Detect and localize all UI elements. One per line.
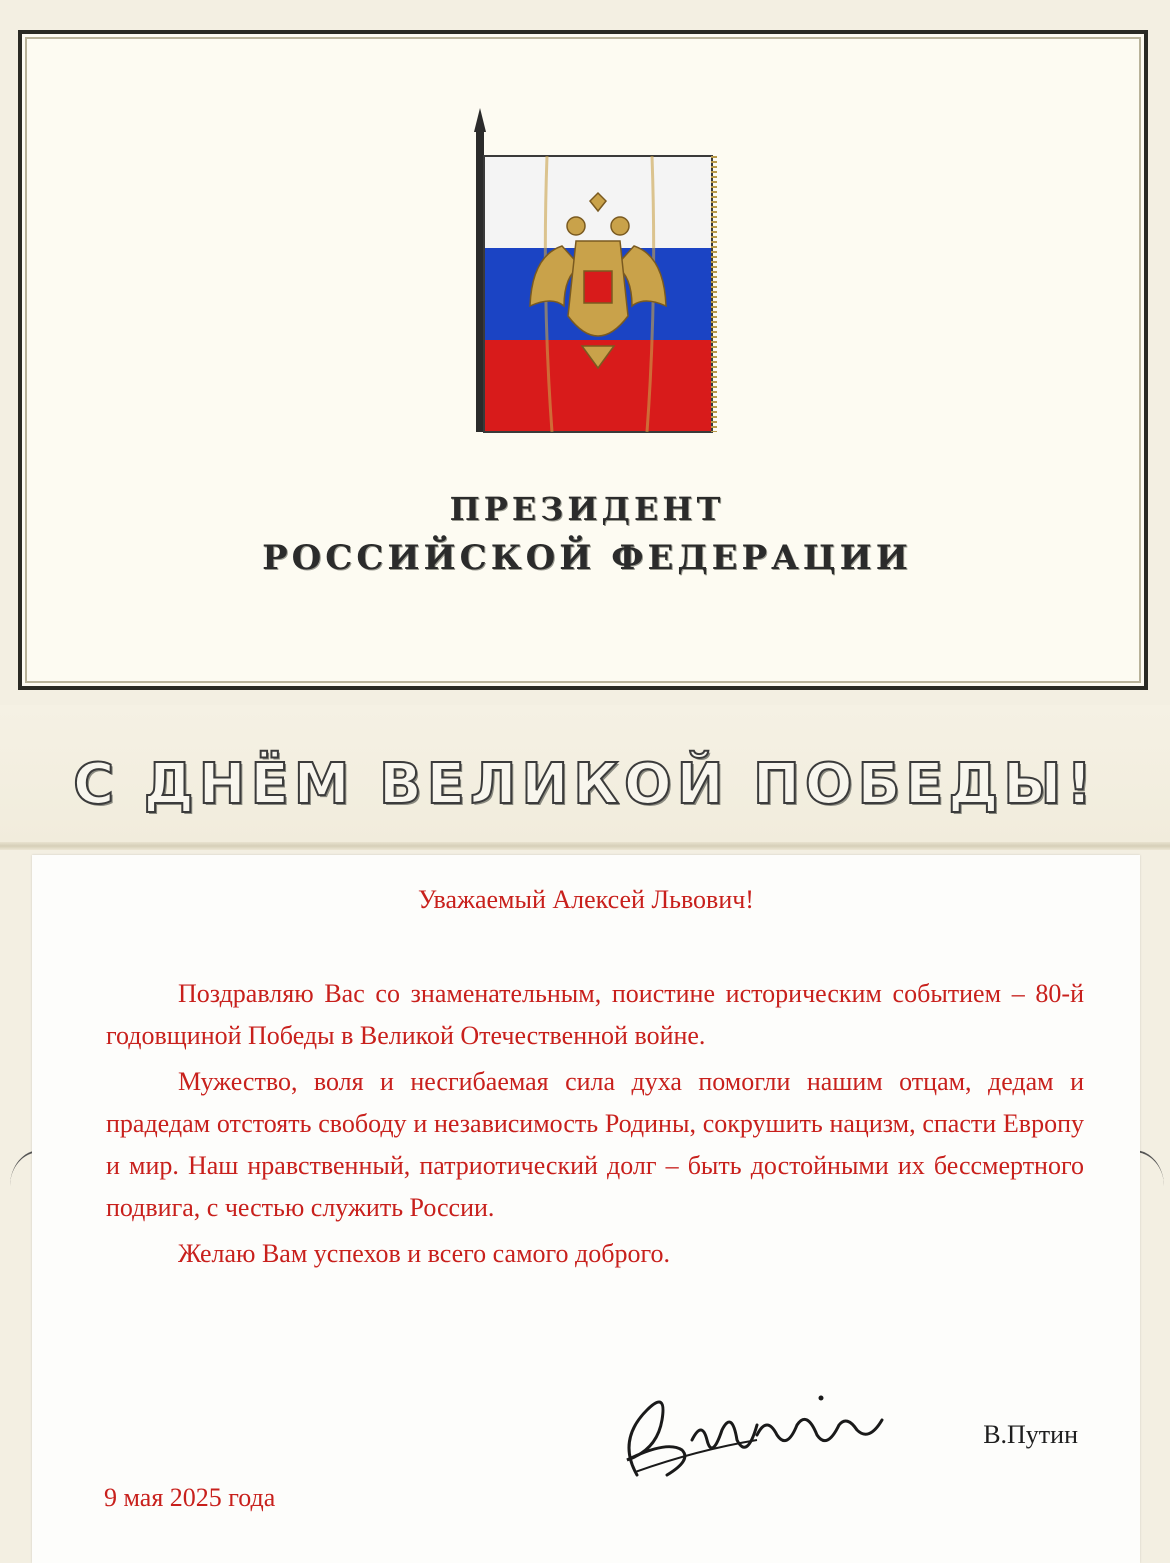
letter-body xyxy=(106,973,1084,1279)
paragraph-1: Поздравляю Вас со знаменательным, поистине историческим событием – 80-й годовщиной Победы в Великой Отечественной войне. xyxy=(106,979,1084,1050)
fold-divider xyxy=(0,842,1170,850)
presidential-standard-icon xyxy=(452,106,722,436)
salutation: Уважаемый Алексей Львович! xyxy=(418,885,754,914)
letter-date: 9 мая 2025 года xyxy=(104,1483,276,1512)
greeting-title: С ДНЁМ ВЕЛИКОЙ ПОБЕДЫ! xyxy=(73,752,1097,817)
handwritten-signature-icon xyxy=(607,1380,907,1490)
header-title-line2: РОССИЙСКОЙ ФЕДЕРАЦИИ xyxy=(262,538,912,578)
header-title-line1: ПРЕЗИДЕНТ xyxy=(449,490,725,528)
header-card xyxy=(18,30,1148,690)
signer-name: В.Путин xyxy=(983,1420,1078,1449)
letter-sheet xyxy=(32,855,1140,1563)
paragraph-2: Мужество, воля и несгибаемая сила духа помогли нашим отцам, дедам и прадедам отстоять свободу и независимость Родины, сокрушить нацизм, спасти Европу и мир. Наш нравственный, патриотический долг – быть достойными их бессмертного подвига, с честью служить России. xyxy=(106,1067,1084,1222)
paragraph-3: Желаю Вам успехов и всего самого доброго. xyxy=(178,1239,671,1268)
